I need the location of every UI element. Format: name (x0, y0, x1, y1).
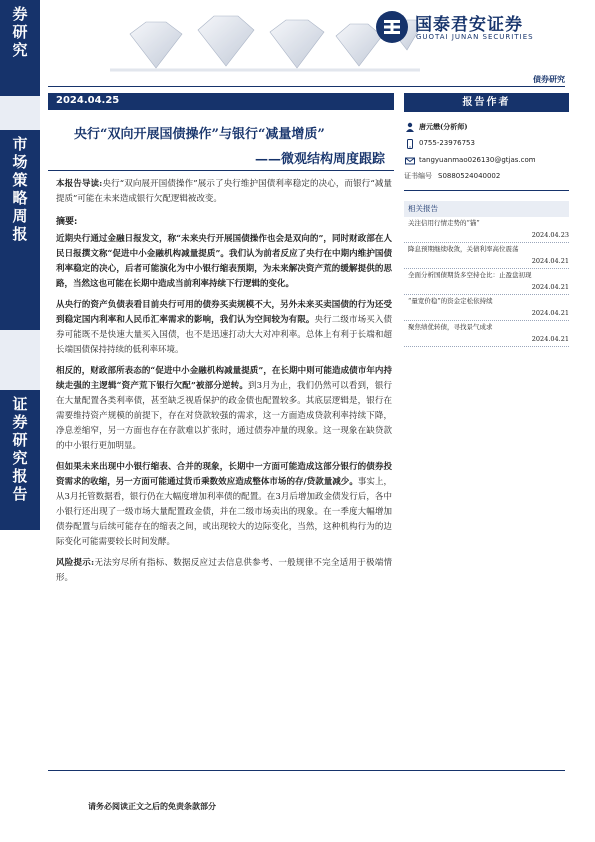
author-name-row (404, 118, 569, 135)
footer-disclaimer: 请务必阅读正文之后的免责条款部分 (88, 802, 216, 811)
author-phone-row (404, 135, 569, 152)
paragraph-2-body: 央行二级市场买入债券可能既不是快速大量买入国债，也不是迅速打动大大对冲利率。总体上有利于长端和超长端国债保持持续的低利率环境。 (56, 315, 392, 355)
related-report-title[interactable]: 关注信用行情走势的“锚” (408, 219, 480, 227)
date-bar (48, 93, 394, 110)
company-logo (375, 8, 575, 48)
phone-icon (405, 139, 415, 149)
page-header (40, 0, 595, 84)
related-report-item[interactable] (404, 217, 569, 243)
related-section-title: 相关报告 (404, 201, 569, 217)
logo-name-cn: 国泰君安证券 (415, 15, 523, 35)
risk-label: 风险提示: (56, 558, 95, 568)
report-title: 央行“双向开展国债操作”与银行“减量增质” (74, 127, 325, 142)
cert-number: S0880524040002 (438, 172, 501, 180)
person-icon (405, 122, 415, 132)
sidebar-top-band (0, 0, 40, 96)
cert-label: 证书编号 (404, 172, 432, 180)
abstract-label: 摘要: (56, 217, 78, 227)
related-report-title[interactable]: 聚焦绩优转债，寻找景气成求 (408, 323, 493, 331)
related-report-item[interactable] (404, 269, 569, 295)
report-category: 债券研究 (533, 75, 565, 84)
email-icon (405, 156, 415, 166)
paragraph-3-lead: 相反的，财政部所表态的“促进中小金融机构减量提质”，在长期中则可能造成债市年内持续走强的主逻辑“资产荒下银行欠配”被部分逆转。 (56, 366, 392, 391)
related-report-list (404, 217, 569, 347)
abstract-paragraph-3 (56, 364, 392, 454)
risk-text: 无法穷尽所有指标、数据反应过去信息供参考、一般规律不完全适用于极端情形。 (56, 558, 392, 583)
logo-name-en: GUOTAI JUNAN SECURITIES (416, 33, 534, 41)
related-report-title[interactable]: “量宽价稳”的资金定松依持续 (408, 297, 493, 305)
related-report-title[interactable]: 降息预期继续收敛，关债利率高位震荡 (408, 245, 519, 253)
sidebar-bottom-band (0, 390, 40, 530)
sidebar-bottom-label: 证券研究报告 (10, 396, 29, 504)
author-email-row (404, 152, 569, 169)
report-guide (56, 177, 392, 207)
author-name: 唐元懋(分析师) (419, 122, 468, 131)
author-phone: 0755-23976753 (419, 139, 475, 147)
report-body (56, 177, 392, 592)
abstract-paragraph-1: 近期央行通过金融日报发文，称“未来央行开展国债操作也会是双向的”，同时财政部在人民日报撰文称“促进中小金融机构减量提质”。我们认为前者反应了央行在中期内维护国债利率稳定的决心，后者可能演化为中小银行缩表预期，为未来解决资产荒的缓解提供的思路，当然这也可能在长期中造成当前利率持续下行逻辑的变化。 (56, 234, 392, 289)
related-report-item[interactable] (404, 243, 569, 269)
title-divider (48, 170, 394, 171)
related-report-item[interactable] (404, 295, 569, 321)
related-report-date: 2024.04.21 (531, 309, 569, 317)
sidebar-gap (0, 96, 40, 130)
paragraph-4-lead: 但如果未来出现中小银行缩表、合并的现象，长期中一方面可能造成这部分银行的债券投资需求的收缩，另一方面可能通过货币乘数效应造成整体市场的存/贷款量减少。 (56, 462, 392, 487)
guide-label: 本报告导读: (56, 179, 103, 189)
sidebar-gap (0, 330, 40, 390)
author-cert-row (404, 169, 569, 184)
abstract-paragraph-4 (56, 460, 392, 550)
related-report-title[interactable]: 全面分析国债期货多空持仓比：止盈盘初现 (408, 271, 532, 279)
sidebar-mid-band (0, 130, 40, 330)
related-report-date: 2024.04.21 (531, 283, 569, 291)
sidebar-top-label: 券研究 (10, 6, 29, 60)
logo-mark-icon (375, 10, 409, 44)
author-email[interactable]: tangyuanmao026130@gtjas.com (419, 156, 536, 164)
right-column (404, 93, 569, 347)
author-divider (404, 190, 569, 191)
header-divider (48, 86, 565, 87)
paragraph-2-lead: 从央行的资产负债表看目前央行可用的债券买卖规模不大，另外未来买卖国债的行为还受到稳定国内利率和人民币汇率需求的影响，我们认为空间较为有限。 (56, 300, 392, 325)
guide-text: 央行“双向展开国债操作”展示了央行维护国债利率稳定的决心，而银行“减量提质”可能在未来造成银行欠配逻辑被改变。 (56, 179, 393, 204)
footer-divider (48, 770, 565, 771)
author-section-title: 报告作者 (404, 93, 569, 112)
sidebar-mid-label: 市场策略周报 (10, 136, 29, 244)
paragraph-4-body: 事实上，从3月托管数据看，银行仍在大幅度增加利率债的配置。在3月后增加政金债发行后，各中小银行还出现了一级市场大量配置政金债，并在二级市场卖出的现象。在一季度大幅增加债券配置与后续可能存在的缩表之间，或出现较大的边际变化，当然，这种机构行为的边际变化可能需要较长时间发酵。 (56, 477, 392, 547)
diamond-banner-image (110, 10, 420, 72)
risk-warning (56, 556, 392, 586)
related-report-date: 2024.04.21 (531, 257, 569, 265)
related-report-date: 2024.04.21 (531, 335, 569, 343)
left-sidebar (0, 0, 40, 842)
report-subtitle: ——微观结构周度跟踪 (254, 152, 385, 167)
related-report-date: 2024.04.23 (531, 231, 569, 239)
paragraph-3-body: 到3月为止，我们仍然可以看到，银行在大量配置各类利率债，甚至缺乏视盾保护的政金债也配置较多。其底层逻辑是，银行在需要维持资产规模的前提下，存在对贷款较强的需求，这一方面造成贷款利率持续下降，净息差缩窄，另一方面也存在存款难以扩张时，通过债券冲量的现象。这一现象在缺贷款的中小银行更加明显。 (56, 381, 392, 451)
report-date: 2024.04.25 (56, 95, 120, 106)
related-report-item[interactable] (404, 321, 569, 347)
abstract-paragraph-2 (56, 298, 392, 358)
